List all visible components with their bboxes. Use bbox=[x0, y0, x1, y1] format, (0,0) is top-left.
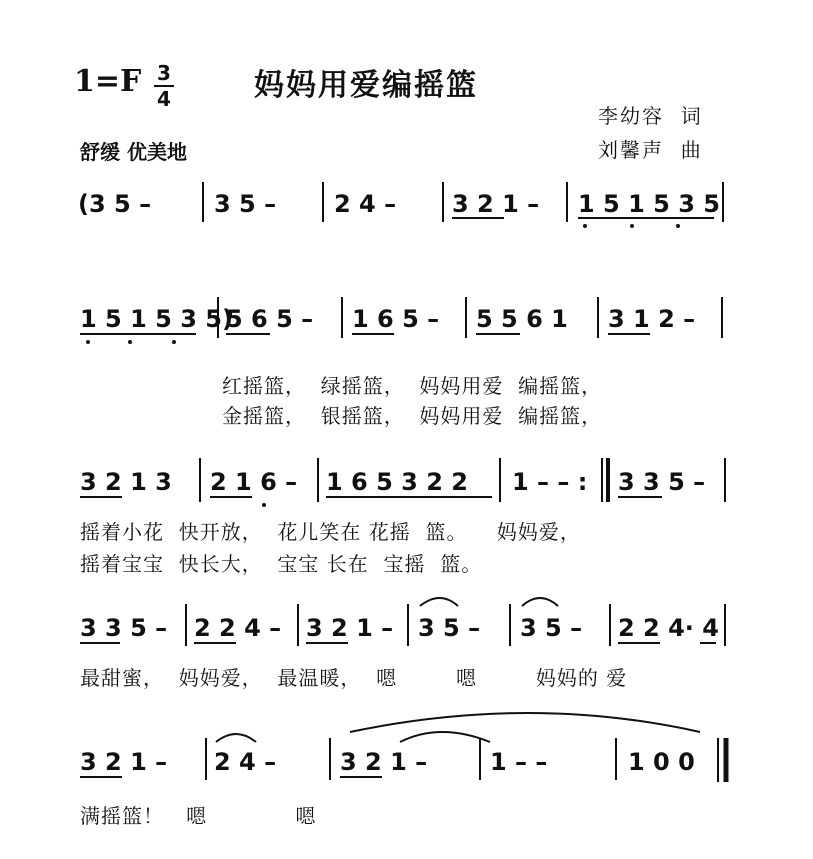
measure-2-1: 1 5 1 5 3 5) bbox=[80, 305, 233, 333]
measure-3-3: 1 6 5 3 2 2 bbox=[326, 468, 468, 496]
measure-5-4: 1 – – bbox=[490, 748, 548, 776]
measure-1-5: 1 5 1 5 3 5 bbox=[578, 190, 720, 218]
low-dot bbox=[676, 224, 680, 228]
measure-4-5: 3 5 – bbox=[520, 614, 583, 642]
staff-line-1 bbox=[78, 182, 723, 228]
staff-line-2 bbox=[80, 297, 722, 344]
measure-1-2: 3 5 – bbox=[214, 190, 277, 218]
measure-3-5: 3 3 5 – bbox=[618, 468, 706, 496]
staff-line-4 bbox=[80, 598, 725, 646]
measure-3-4: 1 – – : bbox=[512, 468, 588, 496]
slur bbox=[420, 598, 458, 606]
lyrics-line5: 满摇篮！ 嗯 嗯 bbox=[80, 804, 317, 828]
time-signature-top: 3 bbox=[157, 61, 171, 85]
measure-3-1: 3 2 1 3 bbox=[80, 468, 172, 496]
tempo-marking: 舒缓 优美地 bbox=[80, 140, 187, 164]
measure-2-3: 1 6 5 – bbox=[352, 305, 440, 333]
measure-2-2: 5 6 5 – bbox=[226, 305, 314, 333]
low-dot bbox=[172, 340, 176, 344]
low-dot bbox=[86, 340, 90, 344]
measure-4-6: 2 2 4· 4 bbox=[618, 614, 719, 642]
lyrics-verse2-line2: 金摇篮， 银摇篮， 妈妈用爱 编摇篮， bbox=[222, 404, 603, 428]
measure-3-2: 2 1 6 – bbox=[210, 468, 298, 496]
composer-credit: 刘馨声 曲 bbox=[598, 138, 703, 162]
measure-4-4: 3 5 – bbox=[418, 614, 481, 642]
low-dot bbox=[262, 503, 266, 507]
slur bbox=[216, 734, 256, 742]
measure-5-2: 2 4 – bbox=[214, 748, 277, 776]
measure-2-5: 3 1 2 – bbox=[608, 305, 696, 333]
measure-4-2: 2 2 4 – bbox=[194, 614, 282, 642]
tie bbox=[400, 732, 490, 742]
measure-1-3: 2 4 – bbox=[334, 190, 397, 218]
low-dot bbox=[128, 340, 132, 344]
staff-line-3 bbox=[80, 458, 725, 507]
lyrics-verse1-line2: 红摇篮， 绿摇篮， 妈妈用爱 编摇篮， bbox=[222, 374, 603, 398]
low-dot bbox=[630, 224, 634, 228]
lyricist-credit: 李幼容 词 bbox=[598, 104, 703, 128]
lyrics-verse1-line3: 摇着小花 快开放， 花儿笑在 花摇 篮。 妈妈爱， bbox=[80, 520, 581, 544]
key-signature: 1=F bbox=[74, 64, 142, 99]
song-title: 妈妈用爱编摇篮 bbox=[254, 68, 478, 103]
long-slur bbox=[350, 713, 700, 732]
measure-2-4: 5 5 6 1 bbox=[476, 305, 568, 333]
slur bbox=[522, 598, 558, 606]
staff-line-5 bbox=[80, 713, 726, 782]
measure-4-3: 3 2 1 – bbox=[306, 614, 394, 642]
measure-4-1: 3 3 5 – bbox=[80, 614, 168, 642]
measure-1-4: 3 2 1 – bbox=[452, 190, 540, 218]
lyrics-verse2-line3: 摇着宝宝 快长大， 宝宝 长在 宝摇 篮。 bbox=[80, 552, 483, 576]
lyrics-line4: 最甜蜜， 妈妈爱， 最温暖， 嗯 嗯 妈妈的 爱 bbox=[80, 666, 628, 690]
low-dot bbox=[583, 224, 587, 228]
time-signature-bottom: 4 bbox=[157, 87, 171, 111]
measure-5-3: 3 2 1 – bbox=[340, 748, 428, 776]
measure-5-1: 3 2 1 – bbox=[80, 748, 168, 776]
measure-1-1: (3 5 – bbox=[78, 190, 152, 218]
measure-5-5: 1 0 0 bbox=[628, 748, 695, 776]
